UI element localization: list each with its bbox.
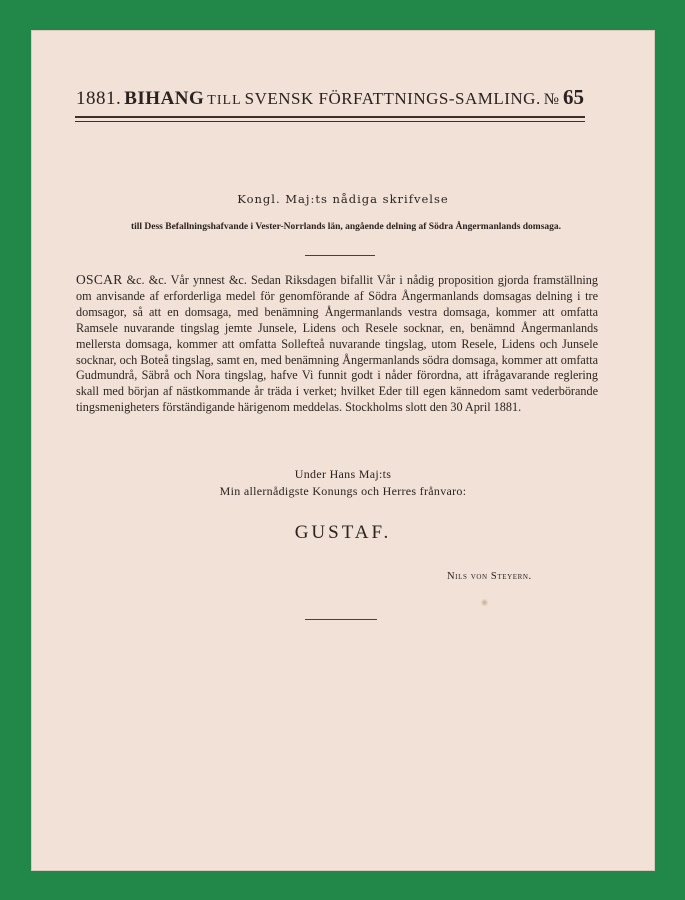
document-subtitle: till Dess Befallningshafvande i Vester-Norrlands län, angående delning af Södra Ångermanlands domsaga. — [130, 222, 562, 232]
signatory-name: GUSTAF. — [294, 522, 392, 543]
header-bihang: BIHANG — [124, 88, 205, 109]
header-rule-thick — [75, 116, 585, 118]
header-rule-thin — [75, 121, 585, 122]
signature-line-1: Under Hans Maj:ts — [294, 467, 392, 481]
header-number-group — [544, 85, 584, 110]
header-year: 1881. — [76, 88, 122, 109]
document-body — [76, 272, 598, 416]
body-opening: OSCAR — [76, 272, 123, 287]
title-divider — [305, 255, 375, 256]
header-number-prefix: № — [543, 91, 559, 108]
end-divider — [305, 619, 377, 620]
body-text: &c. &c. Vår ynnest &c. Sedan Riksdagen bifallit Vår i nådig proposition gjorda framställning om anvisande af erforderliga medel för genomförande af Södra Ångermanlands domsagas delning i tre domsagor, så att en domsaga, med benämning Ångermanlands vestra domsaga, kommer att omfatta Ramsele nuvarande tingslag jemte Junsele, Lidens och Resele socknar, en, benämnd Ångermanlands mellersta domsaga, kommer att omfatta Sollefteå nuvarande tingslag, utom Resele, Lidens och Junsele socknar, och Boteå tingslag, samt en, med benämning Ångermanlands södra domsaga, kommer att omfatta Gudmundrå, Säbrå och Nora tingslag, hafve Vi funnit godt i nåder förordna, att ifrågavarande reglering skall med början af nästkommande år träda i verket; hvilket Eder till egen kännedom samt vederbörande tingsmenigheters förständigande härigenom meddelas. Stockholms slott den 30 April 1881. — [76, 273, 598, 415]
paper-stain — [481, 598, 488, 607]
page-header — [76, 85, 584, 110]
countersignatory-name: Nils von Steyern. — [447, 571, 532, 582]
header-number: 65 — [562, 85, 584, 109]
signature-line-2: Min allernådigste Konungs och Herres frånvaro: — [219, 484, 467, 498]
header-till: TILL — [207, 93, 242, 108]
header-publication: SVENSK FÖRFATTNINGS-SAMLING. — [244, 89, 541, 108]
document-title: Kongl. Maj:ts nådiga skrifvelse — [237, 192, 449, 206]
document-page — [31, 30, 655, 871]
